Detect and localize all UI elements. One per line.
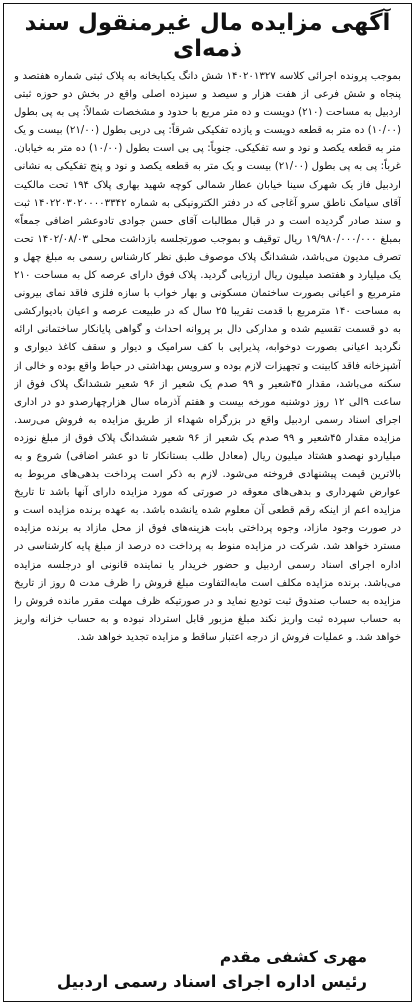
notice-body: بموجب پرونده اجرائی کلاسه ۱۴۰۲۰۱۳۲۷ شش دانگ یکبابخانه به پلاک ثبتی شماره هفتصد و پنجاه و شش فرعی از هفت هزار و سیصد و سیزده اصلی واقع در بخش دو حوزه ثبتی اردبیل به مساحت (۲۱۰) دویست و ده متر مربع با حدود و مشخصات شمالاً: پی به پی بطول (۱۰/۰۰) ده متر به قطعه دویست و یازده تفکیکی شرقاً: پی دربی بطول (۲۱/۰۰) بیست و یک متر به قطعه یکصد و نود و سه تفکیکی. جنوباً: پی بی است بطول (۱۰/۰۰) ده متر به خیابان. غرباً: پی به پی بطول (۲۱/۰۰) بیست و یک متر به قطعه یکصد و نود و پنج تفکیکی به نشانی اردبیل فاز یک شهرک سینا خیابان عطار شمالی کوچه شهید بهاری پلاک ۱۹۴ تحت مالکیت آقای سیامک ناطق سرو آغاجی که در دفتر الکترونیکی به شماره ۱۴۰۲۲۰۳۰۲۰۰۰۰۳۳۴۲ ثبت و سند صادر گردیده است و در قبال مطالبات آقای حسن جوادی تادوعشر اضافی جمعاً» بمبلغ ۱۹/۹۸۰/۰۰۰/۰۰۰ ریال توقیف و بموجب صورتجلسه بازداشت محلی ۱۴۰۲/۰۸/۰۳ تحت تصرف مدیون می‌باشد، ششدانگ پلاک موصوف طبق نظر کارشناس رسمی به مبلغ چهل و یک میلیارد و هفتصد میلیون ریال ارزیابی گردید. پلاک فوق دارای عرصه کل به مساحت ۲۱۰ مترمربع و اعیانی بصورت ساختمان مسکونی و بهار خواب با سازه فلزی فاقد نمای بیرونی به مساحت ۱۴۰ مترمربع با قدمت تقریبا ۲۵ سال که در طبیعت عرصه و اعیان بادیوارکشی به دو قسمت تقسیم شده و مدارکی دال بر پروانه احداث و گواهی پایانکار ساختمانی ارائه نگردید اعیانی بصورت دوخوابه، پذیرایی با کف سرامیک و دیوار و سقف کاغذ دیواری و آشپزخانه فاقد کابینت و تجهیزات لازم بوده و سرویس بهداشتی در حیاط واقع بوده و خالی از سکنه می‌باشد، مقدار ۴۵شعیر و ۹۹ صدم یک شعیر از ۹۶ شعیر ششدانگ پلاک فوق از ساعت ۹الی ۱۲ روز دوشنبه مورخه بیست و هفتم آذرماه سال هزارچهارصدو دو در اداری اجرای اسناد رسمی اردبیل واقع در بزرگراه شهداء از طریق مزایده به فروش می‌رسد. مزایده مقدار ۴۵شعیر و ۹۹ صدم یک شعیر از ۹۶ شعیر ششدانگ پلاک فوق از مبلغ نوزده میلیاردو نهصدو هشتاد میلیون ریال (معادل طلب بستانکار تا دو عشر اضافی) شروع و به بالاترین قیمت پیشنهادی فروخته می‌شود. لازم به ذکر است پرداخت بدهی‌های مربوط به عوارض شهرداری و بدهی‌های معوقه در صورتی که مورد مزایده دارای آنها باشد تا تاریخ مزایده اعم از اینکه رقم قطعی آن معلوم شده یانشده باشد. به عهده برنده مزایده است و در صورت وجود مازاد، وجوه پرداختی بابت هزینه‌های فوق از محل مازاد به برنده مزایده مسترد خواهد شد. شرکت در مزایده منوط به پرداخت ده درصد از مبلغ پایه کارشناسی در اداره اجرای اسناد رسمی اردبیل و حضور خریدار یا نماینده قانونی او درجلسه مزایده می‌باشد. برنده مزایده مکلف است مابه‌التفاوت مبلغ فروش را ظرف مدت ۵ روز از تاریخ مزایده به حساب صندوق ثبت تودیع نماید و در صورتیکه ظرف مهلت مقرر مانده فروش را به حساب سپرده ثبت واریز نکند مبلغ مزبور قابل استرداد نبوده و به حساب خزانه واریز خواهد شد. و عملیات فروش از درجه اعتبار ساقط و مزایده تجدید خواهد شد.	[14, 71, 401, 643]
signer-title: رئیس اداره اجرای اسناد رسمی اردبیل	[56, 972, 367, 991]
notice-title: آگهی مزایده مال غیرمنقول سند ذمه‌ای	[24, 10, 391, 62]
signature-block	[14, 945, 401, 995]
signer-name: مهری کشفی مقدم	[219, 948, 367, 966]
auction-notice	[3, 3, 412, 1002]
